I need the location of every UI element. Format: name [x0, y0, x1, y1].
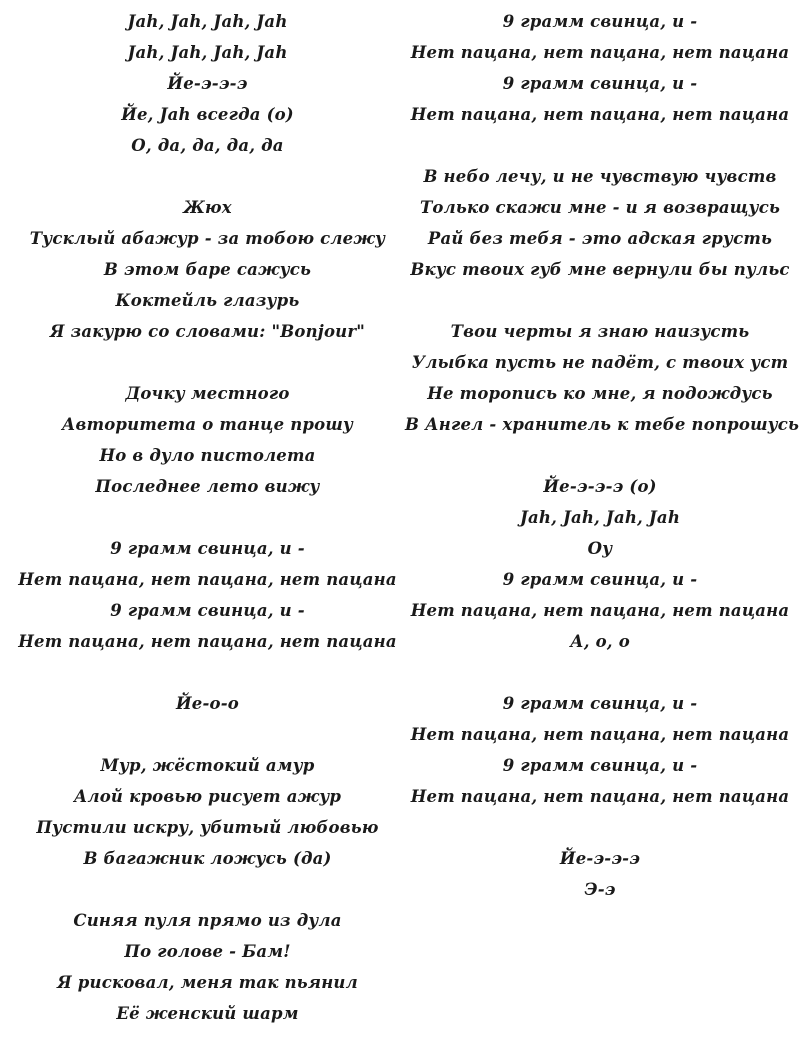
lyric-line: В небо лечу, и не чувствую чувств — [423, 167, 777, 186]
stanza-verse-6 — [405, 316, 800, 440]
lyric-line: Дочку местного — [125, 384, 290, 403]
lyric-line: Нет пацана, нет пацана, нет пацана — [410, 601, 790, 620]
stanza-gap — [405, 285, 795, 316]
lyric-line: Алой кровью рисует ажур — [73, 787, 342, 806]
lyric-line: Э-э — [584, 880, 616, 899]
lyric-line: Пустили искру, убитый любовью — [36, 818, 379, 837]
lyric-line: Авторитета о танце прошу — [61, 415, 354, 434]
lyric-line: 9 грамм свинца, и - — [502, 12, 698, 31]
lyric-line: Её женский шарм — [116, 1004, 299, 1023]
stanza-verse-5 — [405, 161, 795, 285]
lyric-line: Я закурю со словами: "Bonjour" — [49, 322, 366, 341]
lyric-line: 9 грамм свинца, и - — [110, 601, 305, 620]
lyric-line: О, да, да, да, да — [131, 136, 284, 155]
lyric-line: Тусклый абажур - за тобою слежу — [29, 229, 386, 248]
lyric-line: Улыбка пусть не падёт, с твоих уст — [411, 353, 789, 372]
lyric-line: Нет пацана, нет пацана, нет пацана — [18, 570, 397, 589]
lyrics-left-column — [10, 6, 405, 1029]
lyric-line: Не торопись ко мне, я подождусь — [427, 384, 773, 403]
lyric-line: Твои черты я знаю наизусть — [450, 322, 750, 341]
stanza-gap — [10, 502, 405, 533]
lyric-line: По голове - Бам! — [124, 942, 291, 961]
stanza-verse-3 — [10, 750, 405, 874]
lyric-line: В этом баре сажусь — [103, 260, 312, 279]
lyrics-right-column — [405, 6, 800, 905]
lyric-line: Только скажи мне - и я возвращусь — [419, 198, 781, 217]
stanza-verse-4 — [10, 905, 405, 1029]
lyric-line: 9 грамм свинца, и - — [502, 570, 698, 589]
stanza-gap — [405, 130, 795, 161]
lyric-line: Jah, Jah, Jah, Jah — [519, 508, 681, 527]
stanza-chorus-3 — [405, 688, 795, 812]
lyric-line: Йе-э-э-э — [167, 74, 248, 93]
lyric-line: Йе-э-э-э (о) — [543, 477, 657, 496]
stanza-outro — [405, 843, 795, 905]
lyric-line: 9 грамм свинца, и - — [502, 74, 698, 93]
lyric-line: 9 грамм свинца, и - — [502, 756, 698, 775]
stanza-chorus-2 — [405, 6, 795, 130]
lyric-line: Рай без тебя - это адская грусть — [427, 229, 773, 248]
lyric-line: Нет пацана, нет пацана, нет пацана — [18, 632, 397, 651]
stanza-interlude — [10, 688, 405, 719]
lyric-line: Коктейль глазурь — [115, 291, 300, 310]
lyric-line: Jah, Jah, Jah, Jah — [127, 43, 288, 62]
lyric-line: Йе-э-э-э — [559, 849, 641, 868]
lyric-line: Нет пацана, нет пацана, нет пацана — [410, 105, 790, 124]
lyric-line: Jah, Jah, Jah, Jah — [127, 12, 288, 31]
stanza-verse-1 — [10, 192, 405, 347]
lyric-line: Нет пацана, нет пацана, нет пацана — [410, 43, 790, 62]
lyric-line: Я рисковал, меня так пьянил — [57, 973, 358, 992]
lyric-line: Оу — [587, 539, 613, 558]
lyric-line: 9 грамм свинца, и - — [502, 694, 698, 713]
stanza-gap — [405, 440, 795, 471]
lyric-line: Нет пацана, нет пацана, нет пацана — [410, 725, 790, 744]
stanza-gap — [10, 874, 405, 905]
lyric-line: Йе-о-о — [176, 694, 239, 713]
lyric-line: Йе, Jah всегда (о) — [121, 105, 294, 124]
stanza-intro — [10, 6, 405, 161]
stanza-gap — [10, 161, 405, 192]
stanza-gap — [10, 657, 405, 688]
lyric-line: Последнее лето вижу — [95, 477, 320, 496]
lyric-line: В багажник ложусь (да) — [83, 849, 332, 868]
lyric-line: Нет пацана, нет пацана, нет пацана — [410, 787, 790, 806]
lyric-line: В Ангел - хранитель к тебе попрошусь — [405, 415, 800, 434]
lyric-line: Мур, жёстокий амур — [100, 756, 315, 775]
stanza-gap — [405, 657, 795, 688]
stanza-bridge — [405, 471, 795, 657]
stanza-gap — [10, 719, 405, 750]
stanza-verse-2 — [10, 378, 405, 502]
stanza-gap — [10, 347, 405, 378]
lyric-line: Жюх — [183, 198, 232, 217]
lyric-line: Вкус твоих губ мне вернули бы пульс — [410, 260, 790, 279]
lyric-line: Но в дуло пистолета — [99, 446, 316, 465]
lyric-line: Синяя пуля прямо из дула — [73, 911, 342, 930]
stanza-chorus-1 — [10, 533, 405, 657]
lyric-line: А, о, о — [570, 632, 630, 651]
stanza-gap — [405, 812, 795, 843]
lyric-line: 9 грамм свинца, и - — [110, 539, 305, 558]
